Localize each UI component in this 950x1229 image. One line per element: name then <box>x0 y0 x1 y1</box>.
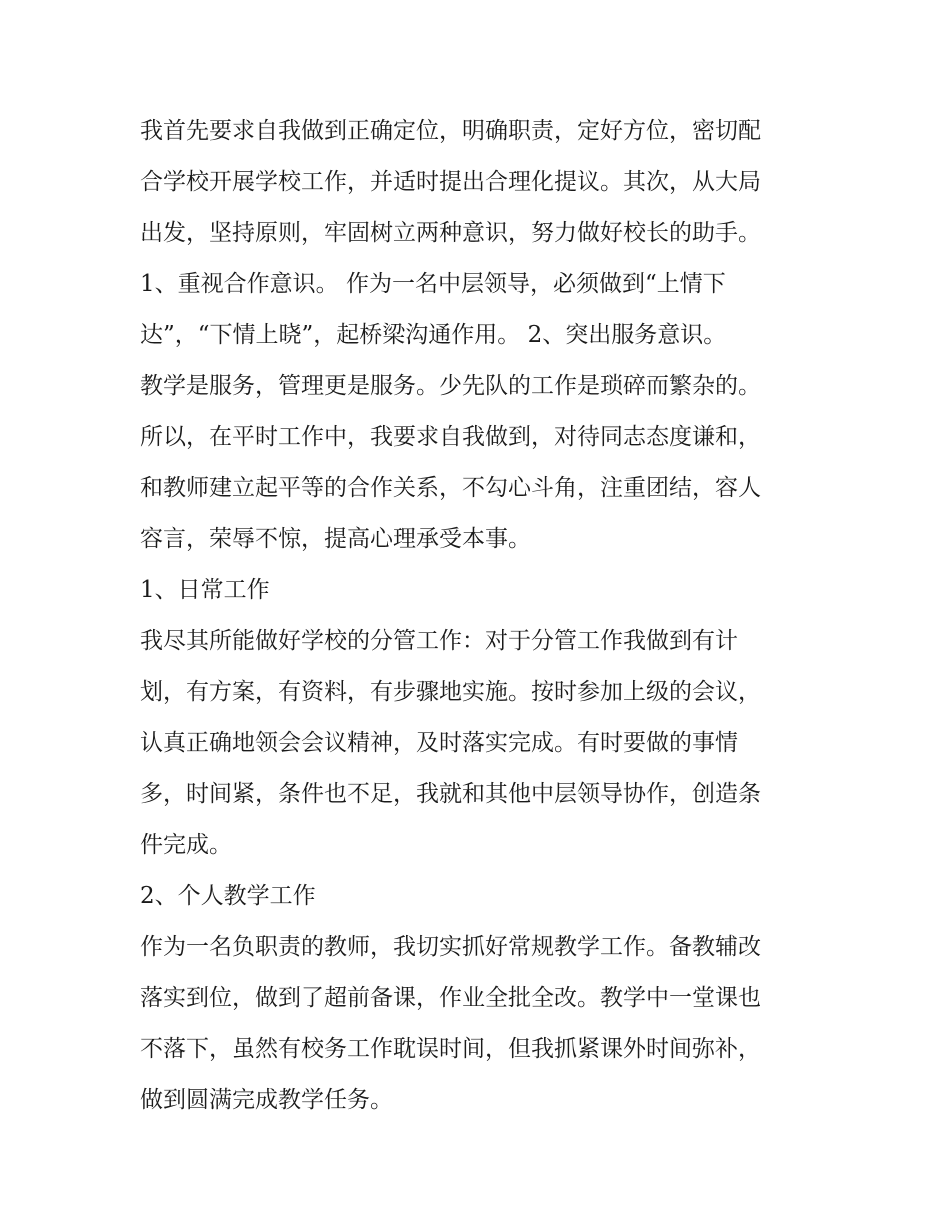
text-line: 容言，荣辱不惊，提高心理承受本事。 <box>140 526 531 552</box>
text-line: 认真正确地领会会议精神，及时落实完成。有时要做的事情 <box>140 730 738 756</box>
text-line: 我首先要求自我做到正确定位，明确职责，定好方位，密切配 <box>140 118 761 144</box>
text-line: 落实到位，做到了超前备课，作业全批全改。教学中一堂课也 <box>140 985 761 1011</box>
text-line: 所以，在平时工作中，我要求自我做到，对待同志态度谦和， <box>140 424 761 450</box>
text-line: 不落下，虽然有校务工作耽误时间，但我抓紧课外时间弥补， <box>140 1036 761 1062</box>
text-line: 和教师建立起平等的合作关系，不勾心斗角，注重团结，容人 <box>140 475 761 501</box>
text-line: 出发，坚持原则，牢固树立两种意识，努力做好校长的助手。 <box>140 220 761 246</box>
text-line: 划，有方案，有资料，有步骤地实施。按时参加上级的会议， <box>140 679 761 705</box>
text-line: 合学校开展学校工作，并适时提出合理化提议。其次，从大局 <box>140 169 761 195</box>
text-line: 我尽其所能做好学校的分管工作：对于分管工作我做到有计 <box>140 628 738 654</box>
text-line: 教学是服务，管理更是服务。少先队的工作是琐碎而繁杂的。 <box>140 373 761 399</box>
text-line: 做到圆满完成教学任务。 <box>140 1087 393 1113</box>
text-line: 件完成。 <box>140 832 232 858</box>
text-line: 作为一名负职责的教师，我切实抓好常规教学工作。备教辅改 <box>140 934 761 960</box>
text-line: 1、重视合作意识。 作为一名中层领导，必须做到“上情下 <box>140 271 726 297</box>
section-heading-teaching-work: 2、个人教学工作 <box>140 883 316 909</box>
document-body <box>140 106 830 1126</box>
section-heading-daily-work: 1、日常工作 <box>140 577 270 603</box>
text-line: 达”，“下情上晓”，起桥梁沟通作用。 2、突出服务意识。 <box>140 322 727 348</box>
text-line: 多，时间紧，条件也不足，我就和其他中层领导协作，创造条 <box>140 781 761 807</box>
